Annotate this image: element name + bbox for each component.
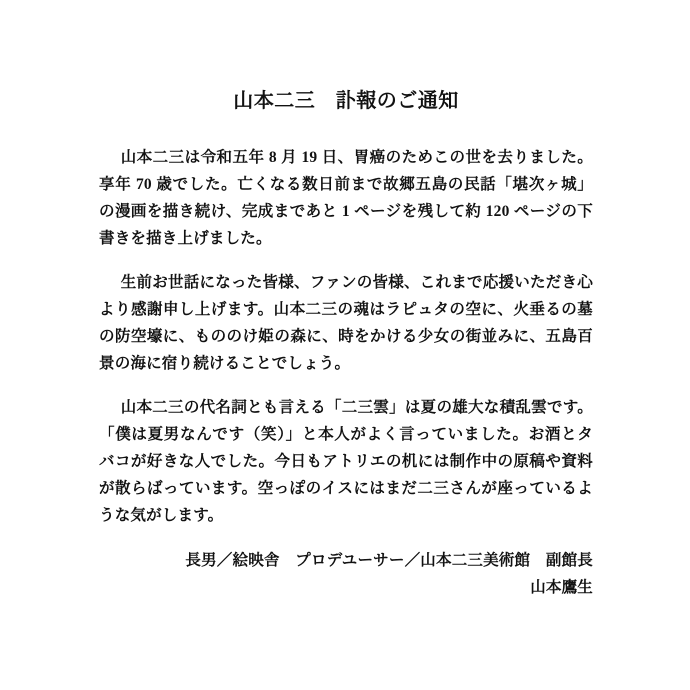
signature-block: [99, 547, 593, 601]
document-title: 山本二三 訃報のご通知: [233, 90, 459, 112]
paragraph-death-notice: 山本二三は令和五年 8 月 19 日、胃癌のためこの世を去りました。享年 70 歳でした。亡くなる数日前まで故郷五島の民話「堪次ヶ城」の漫画を描き続け、完成まであと 1 ページを残して約 120 ページの下書きを描き上げました。: [99, 149, 593, 247]
paragraph-gratitude: 生前お世話になった皆様、ファンの皆様、これまで応援いただき心より感謝申し上げます。山本二三の魂はラピュタの空に、火垂るの墓の防空壕に、もののけ姫の森に、時をかける少女の街並みに、五島百景の海に宿り続けることでしょう。: [99, 274, 593, 372]
signature-name: 山本鷹生: [530, 579, 593, 596]
paragraph-memories: 山本二三の代名詞とも言える「二三雲」は夏の雄大な積乱雲です。「僕は夏男なんです（笑）」と本人がよく言っていました。お酒とタバコが好きな人でした。今日もアトリエの机には制作中の原稿や資料が散らばっています。空っぽのイスにはまだ二三さんが座っているような気がします。: [99, 399, 593, 524]
signature-role: 長男／絵映舎 プロデユーサー／山本二三美術館 副館長: [185, 552, 593, 569]
